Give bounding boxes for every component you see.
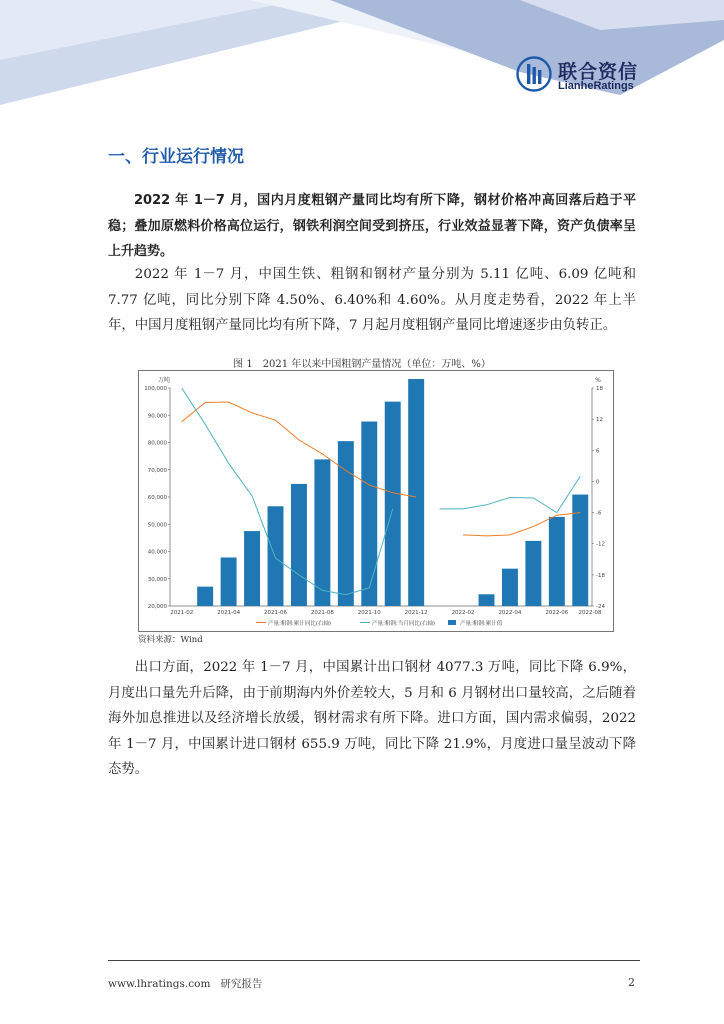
left-tick-label: 50,000 <box>147 522 167 529</box>
summary-paragraph: 2022 年 1－7 月，国内月度粗钢产量同比均有所下降，钢材价格冲高回落后趋于平稳；叠加原燃料价格高位运行，钢铁利润空间受到挤压，行业效益显著下降，资产负债率呈上升趋势。 <box>108 193 636 259</box>
legend-swatch-bar <box>448 620 456 625</box>
right-tick-label: 6 <box>596 448 600 455</box>
page-number: 2 <box>628 976 635 989</box>
bar-crude-steel-cumulative <box>314 459 330 606</box>
trade-paragraph: 出口方面，2022 年 1－7 月，中国累计出口钢材 4077.3 万吨，同比下降 6.9%，月度出口量先升后降，由于前期海内外价差较大，5 月和 6 月钢材出口量较高，之后随着海外加息推进以及经济增长放缓，钢材需求有所下降。进口方面，国内需求偏弱，2022 年 1－7 月，中国累计进口钢材 655.9 万吨，同比下降 21.9%，月度进口量呈波动下降态势。 <box>108 660 636 777</box>
legend-label: 产量:粗钢:累计值 <box>460 621 503 627</box>
left-tick-label: 80,000 <box>147 440 167 447</box>
left-tick-label: 60,000 <box>147 495 167 501</box>
x-tick-label: 2022-02 <box>451 610 475 616</box>
left-tick-label: 90,000 <box>147 413 167 420</box>
left-tick-label: 20,000 <box>147 604 167 610</box>
bar-crude-steel-cumulative <box>408 379 424 606</box>
legend-label: 产量:粗钢:当月同比(右轴) <box>372 621 435 627</box>
logo-chinese-name: 联合资信 <box>558 61 639 83</box>
x-tick-label: 2021-10 <box>357 610 381 616</box>
right-tick-label: -6 <box>596 510 602 517</box>
right-tick-label: 18 <box>596 386 603 392</box>
right-tick-label: -12 <box>596 541 605 548</box>
crude-steel-chart <box>138 370 614 632</box>
bar-crude-steel-cumulative <box>338 441 354 606</box>
left-tick-label: 30,000 <box>147 576 167 583</box>
footer-website[interactable]: www.lhratings.com <box>108 978 211 990</box>
x-tick-label: 2021-02 <box>170 610 194 616</box>
x-tick-label: 2021-06 <box>264 610 287 616</box>
footer-divider <box>108 960 640 961</box>
bar-crude-steel-cumulative <box>549 517 565 606</box>
bar-crude-steel-cumulative <box>197 587 213 606</box>
bar-crude-steel-cumulative <box>502 569 518 606</box>
x-tick-label: 2021-08 <box>310 610 334 616</box>
right-tick-label: 0 <box>596 479 600 486</box>
right-tick-label: -18 <box>596 572 605 579</box>
bar-crude-steel-cumulative <box>291 484 307 606</box>
bar-crude-steel-cumulative <box>244 531 260 606</box>
right-axis-unit: % <box>595 377 601 384</box>
bar-crude-steel-cumulative <box>385 402 401 606</box>
x-tick-label: 2022-04 <box>498 610 522 616</box>
lianhe-logo <box>516 54 646 98</box>
section-title: 一、行业运行情况 <box>108 147 244 167</box>
bar-crude-steel-cumulative <box>479 594 495 606</box>
footer-doc-type: 研究报告 <box>220 978 263 990</box>
logo-english-name: LianheRatings <box>558 80 634 92</box>
x-tick-label: 2021-04 <box>217 610 241 616</box>
production-paragraph: 2022 年 1－7 月，中国生铁、粗钢和钢材产量分别为 5.11 亿吨、6.09 亿吨和 7.77 亿吨，同比分别下降 4.50%、6.40%和 4.60%。从月度走势看，2022 年上半年，中国月度粗钢产量同比均有所下降，7 月起月度粗钢产量同比增速逐步由负转正。 <box>108 267 636 333</box>
figure-source: 资料来源：Wind <box>138 635 203 645</box>
x-tick-label: 2022-06 <box>545 610 569 616</box>
bar-crude-steel-cumulative <box>361 422 377 606</box>
right-tick-label: -24 <box>596 604 605 610</box>
x-tick-label: 2022-08 <box>578 610 602 616</box>
legend-label: 产量:粗钢:累计同比(右轴) <box>268 621 331 627</box>
bar-crude-steel-cumulative <box>268 506 284 606</box>
bar-crude-steel-cumulative <box>525 541 541 606</box>
left-axis-unit: 万吨 <box>157 377 171 384</box>
bar-crude-steel-cumulative <box>221 557 237 606</box>
left-tick-label: 70,000 <box>147 467 167 474</box>
x-tick-label: 2021-12 <box>404 610 428 616</box>
bar-crude-steel-cumulative <box>572 495 588 606</box>
right-tick-label: 12 <box>596 417 603 424</box>
footer-site <box>108 976 262 991</box>
figure-caption: 图 1 2021 年以来中国粗钢产量情况（单位：万吨、%） <box>233 359 491 370</box>
left-tick-label: 100,000 <box>144 386 167 392</box>
lianhe-logo-icon <box>516 56 552 92</box>
left-tick-label: 40,000 <box>147 549 167 556</box>
